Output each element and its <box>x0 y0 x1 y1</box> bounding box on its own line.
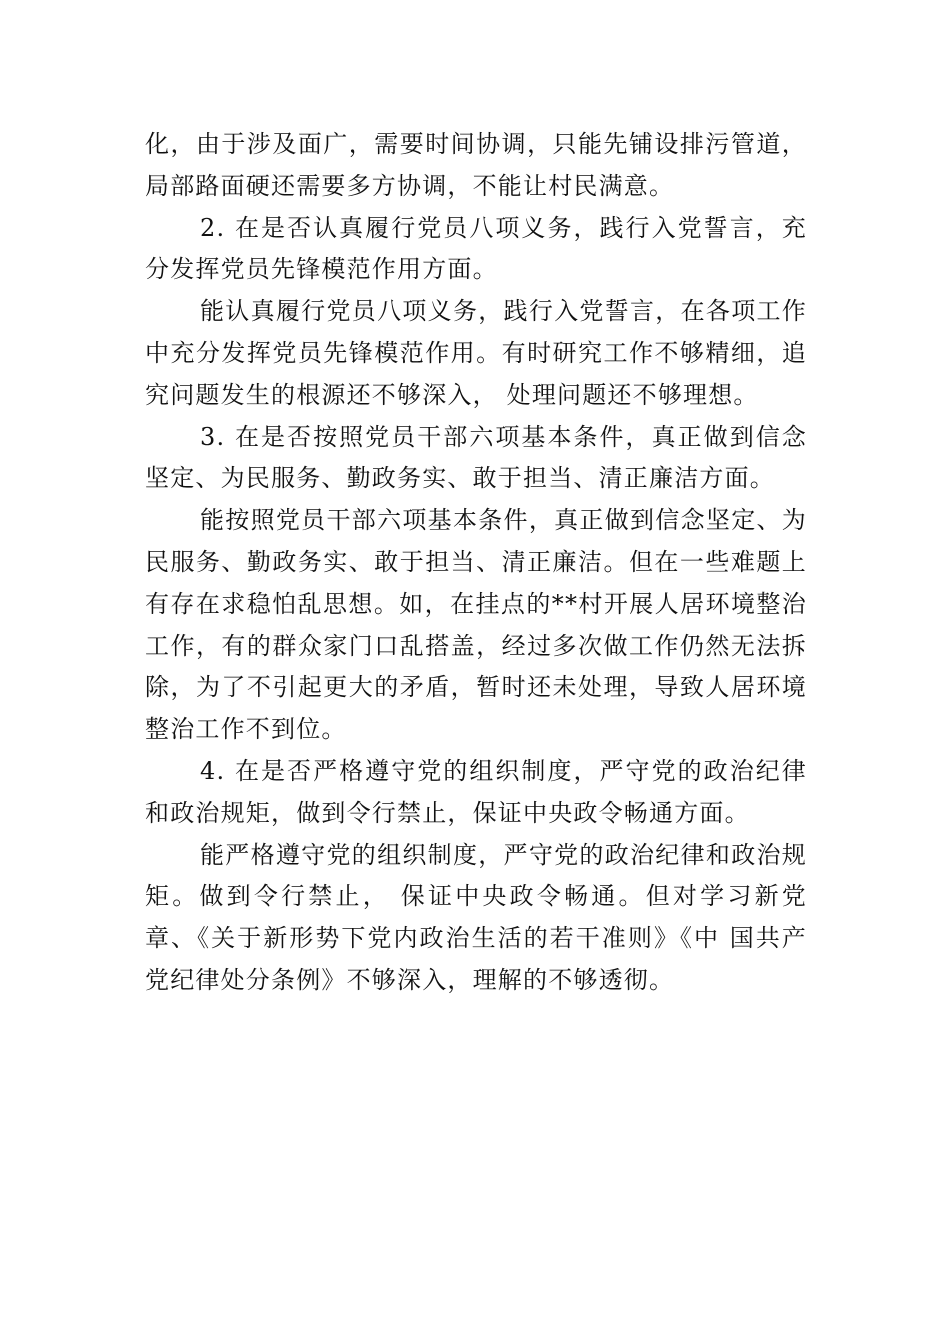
paragraph-item-2-body: 能认真履行党员八项义务，践行入党誓言，在各项工作中充分发挥党员先锋模范作用。有时研究工作不够精细，追究问题发生的根源还不够深入， 处理问题还不够理想。 <box>145 297 807 409</box>
document-body <box>145 124 807 1002</box>
paragraph-continuation: 化，由于涉及面广，需要时间协调，只能先铺设排污管道，局部路面硬还需要多方协调，不能让村民满意。 <box>145 130 807 200</box>
paragraph-item-4-body: 能严格遵守党的组织制度，严守党的政治纪律和政治规矩。做到令行禁止， 保证中央政令畅通。但对学习新党章、《关于新形势下党内政治生活的若干准则》《中 国共产党纪律处分条例》不够深入，理解的不够透彻。 <box>145 840 807 994</box>
paragraph-item-3-body: 能按照党员干部六项基本条件，真正做到信念坚定、为民服务、勤政务实、敢于担当、清正廉洁。但在一些难题上有存在求稳怕乱思想。如，在挂点的**村开展人居环境整治工作，有的群众家门口乱搭盖，经过多次做工作仍然无法拆除，为了不引起更大的矛盾，暂时还未处理，导致人居环境整治工作不到位。 <box>145 506 807 744</box>
item-heading-3: 3. 在是否按照党员干部六项基本条件，真正做到信念坚定、为民服务、勤政务实、敢于担当、清正廉洁方面。 <box>145 422 807 493</box>
item-heading-4: 4. 在是否严格遵守党的组织制度，严守党的政治纪律和政治规矩，做到令行禁止，保证中央政令畅通方面。 <box>145 756 807 827</box>
item-heading-2: 2. 在是否认真履行党员八项义务，践行入党誓言，充分发挥党员先锋模范作用方面。 <box>145 213 807 284</box>
